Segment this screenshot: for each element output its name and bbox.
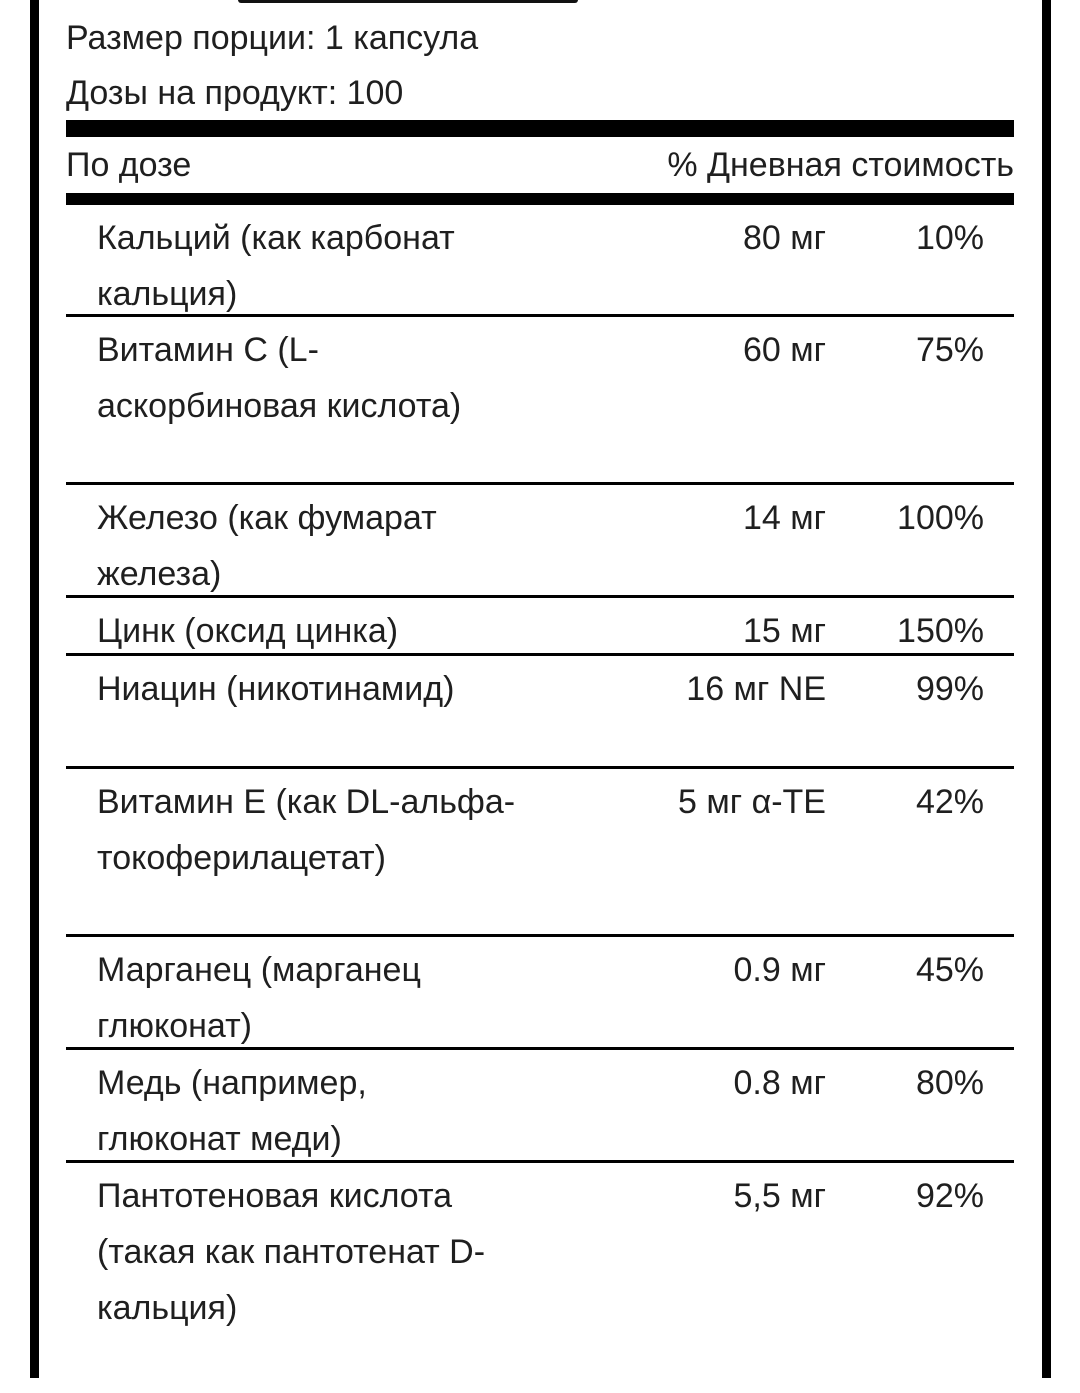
nutrient-daily-value: 75%: [915, 331, 984, 369]
header-divider-bottom: [66, 193, 1014, 205]
nutrient-daily-value: 150%: [897, 612, 984, 650]
nutrient-table: [66, 205, 1014, 1393]
nutrient-daily-value: 80%: [915, 1064, 984, 1102]
nutrient-name: Пантотеновая кислота (такая как пантотенат D-кальция): [97, 1177, 486, 1327]
table-row: [66, 769, 1014, 937]
nutrient-daily-value: 42%: [915, 783, 984, 821]
table-row: [66, 937, 1014, 1050]
nutrient-amount: 0.9 мг: [733, 951, 826, 989]
table-row: [66, 1050, 1014, 1163]
serving-size: Размер порции: 1 капсула: [66, 19, 479, 57]
table-row: [66, 1163, 1014, 1393]
nutrient-daily-value: 10%: [915, 219, 984, 257]
table-row: [66, 485, 1014, 598]
nutrient-amount: 5,5 мг: [733, 1177, 826, 1215]
doses-per-product: Дозы на продукт: 100: [66, 74, 404, 112]
table-row: [66, 205, 1014, 317]
nutrient-name: Кальций (как карбонат кальция): [97, 219, 455, 313]
label-frame-right-border: [1042, 0, 1051, 1378]
nutrient-name: Марганец (марганец глюконат): [97, 951, 421, 1045]
nutrient-name: Железо (как фумарат железа): [97, 499, 437, 593]
nutrient-amount: 14 мг: [742, 499, 826, 537]
table-row: [66, 317, 1014, 485]
nutrient-amount: 80 мг: [742, 219, 826, 257]
table-row: [66, 656, 1014, 769]
nutrient-name: Цинк (оксид цинка): [97, 612, 399, 650]
nutrient-amount: 5 мг α-TE: [677, 783, 826, 821]
nutrient-daily-value: 99%: [915, 670, 984, 708]
table-row: [66, 598, 1014, 656]
nutrient-daily-value: 92%: [915, 1177, 984, 1215]
nutrient-daily-value: 45%: [915, 951, 984, 989]
nutrient-daily-value: 100%: [897, 499, 984, 537]
column-header-daily-value: % Дневная стоимость: [667, 146, 1014, 184]
cropped-title-fragment: [238, 0, 578, 5]
nutrient-amount: 60 мг: [742, 331, 826, 369]
column-header-per-dose: По дозе: [66, 146, 192, 184]
nutrient-amount: 15 мг: [742, 612, 826, 650]
nutrient-name: Витамин C (L-аскорбиновая кислота): [97, 331, 462, 425]
header-divider-top: [66, 120, 1014, 137]
nutrient-name: Ниацин (никотинамид): [97, 670, 455, 708]
nutrient-amount: 16 мг NE: [686, 670, 826, 708]
nutrient-amount: 0.8 мг: [733, 1064, 826, 1102]
label-frame-left-border: [30, 0, 39, 1378]
nutrient-name: Медь (например, глюконат меди): [97, 1064, 367, 1158]
nutrient-name: Витамин E (как DL-альфа-токоферилацетат): [97, 783, 516, 877]
